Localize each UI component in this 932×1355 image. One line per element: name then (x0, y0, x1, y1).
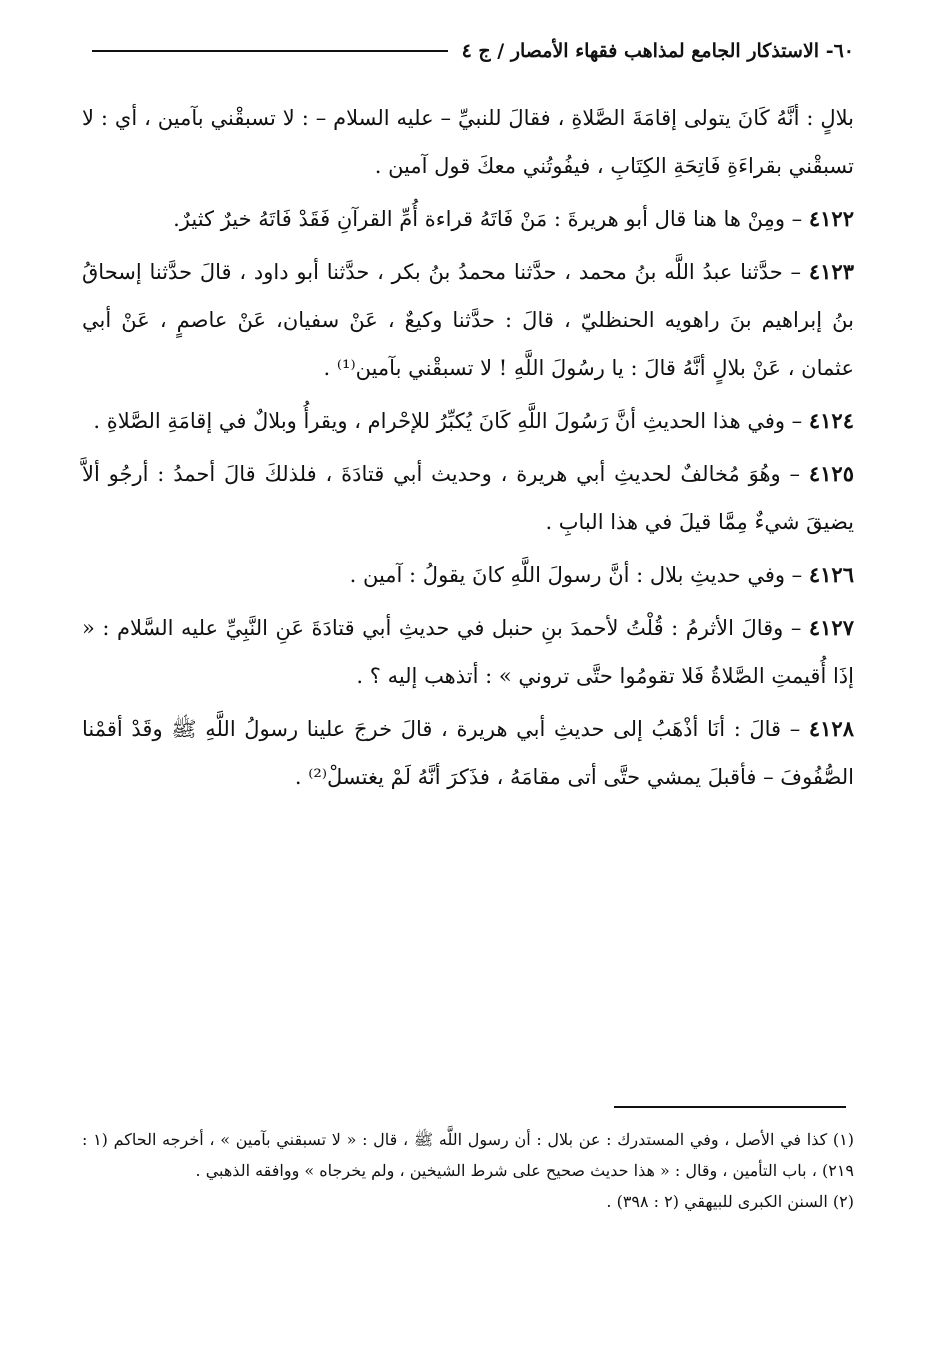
paragraph-4124 (82, 397, 854, 445)
footnote-2: (٢) السنن الكبرى للبيهقي (٢ : ٣٩٨) . (606, 1192, 854, 1211)
paragraph-text: بلالٍ : أنَّهُ كَانَ يتولى إقامَةَ الصَّلاةِ ، فقالَ للنبيِّ – عليه السلام – : لا تسبقْني بآمين ، أي : لا تسبقْني بقراءَةِ فَاتِحَةِ الكِتَابِ ، فيفُوتُني معكَ قول آمين . (82, 106, 854, 178)
paragraph-text: – وفي حديثِ بلال : أنَّ رسولَ اللَّهِ كانَ يقولُ : آمين . (349, 563, 803, 587)
paragraph-text: – وهُوَ مُخالفٌ لحديثِ أبي هريرة ، وحديث أبي قتادَةَ ، فلذلكَ قالَ أحمدُ : أرجُو ألاَّ يضيقَ شيءٌ مِمَّا قيلَ في هذا البابِ . (82, 462, 854, 534)
paragraph-number: ٤١٢٦ (808, 562, 854, 587)
footnotes (82, 1124, 854, 1217)
paragraph-number: ٤١٢٤ (808, 408, 854, 433)
paragraph-text: – قالَ : أنَا أذْهَبُ إلى حديثِ أبي هريرة ، قالَ خرجَ علينا رسولُ اللَّهِ ﷺ وقَدْ أقمْنا الصُّفُوفَ – فأقبلَ يمشي حتَّى أتى مقامَهُ ، فذَكرَ أنَّهُ لَمْ يغتسلْ⁽²⁾ . (82, 717, 854, 789)
paragraph-4123 (82, 248, 854, 392)
paragraph-text: – وقالَ الأثرمُ : قُلْتُ لأحمدَ بنِ حنبل في حديثِ أبي قتادَةَ عَنِ النَّبِيِّ عليه السَّلام : « إذَا أُقيمتِ الصَّلاةُ فَلا تقومُوا حتَّى تروني » : أتذهب إليه ؟ . (82, 616, 854, 688)
main-text (82, 94, 854, 806)
paragraph-text: – وفي هذا الحديثِ أنَّ رَسُولَ اللَّهِ كَانَ يُكبِّرُ للإحْرام ، ويقرأُ وبلالٌ في إقامَةِ الصَّلاةِ . (93, 409, 803, 433)
paragraph-4122 (82, 195, 854, 243)
paragraph-number: ٤١٢٣ (808, 259, 854, 284)
paragraph-number: ٤١٢٧ (808, 615, 854, 640)
paragraph-number: ٤١٢٨ (808, 716, 854, 741)
paragraph-4125 (82, 450, 854, 546)
header-rule (92, 50, 448, 52)
running-header (92, 34, 854, 68)
paragraph-4126 (82, 551, 854, 599)
footnote-1: (١) كذا في الأصل ، وفي المستدرك : عن بلال : أن رسول اللَّه ﷺ ، قال : « لا تسبقني بآمين » ، أخرجه الحاكم (١ : ٢١٩) ، باب التأمين ، وقال : « هذا حديث صحيح على شرط الشيخين ، ولم يخرجاه » ووافقه الذهبي . (82, 1130, 854, 1180)
paragraph-4127 (82, 604, 854, 700)
paragraph-text: – حدَّثنا عبدُ اللَّه بنُ محمد ، حدَّثنا محمدُ بنُ بكر ، حدَّثنا أبو داود ، قالَ حدَّثنا إسحاقُ بنُ إبراهيم بنَ راهويه الحنظليّ ، قالَ : حدَّثنا وكيعٌ ، عَنْ سفيان، عَنْ عاصمٍ ، عَنْ أبي عثمان ، عَنْ بلالٍ أنَّهُ قالَ : يا رسُولَ اللَّهِ ! لا تسبقْني بآمين⁽¹⁾ . (82, 260, 854, 380)
paragraph-number: ٤١٢٥ (808, 461, 854, 486)
paragraph-4128 (82, 705, 854, 801)
header-title: ٦٠- الاستذكار الجامع لمذاهب فقهاء الأمصار / ج ٤ (461, 40, 854, 62)
paragraph-number: ٤١٢٢ (808, 206, 854, 231)
footnote-separator (614, 1106, 846, 1108)
paragraph-continuation (82, 94, 854, 190)
paragraph-text: – ومِنْ ها هنا قال أبو هريرةَ : مَنْ فَاتَهُ قراءة أُمِّ القرآنِ فَقَدْ فَاتَهُ خيرٌ كثيرٌ. (173, 207, 803, 231)
